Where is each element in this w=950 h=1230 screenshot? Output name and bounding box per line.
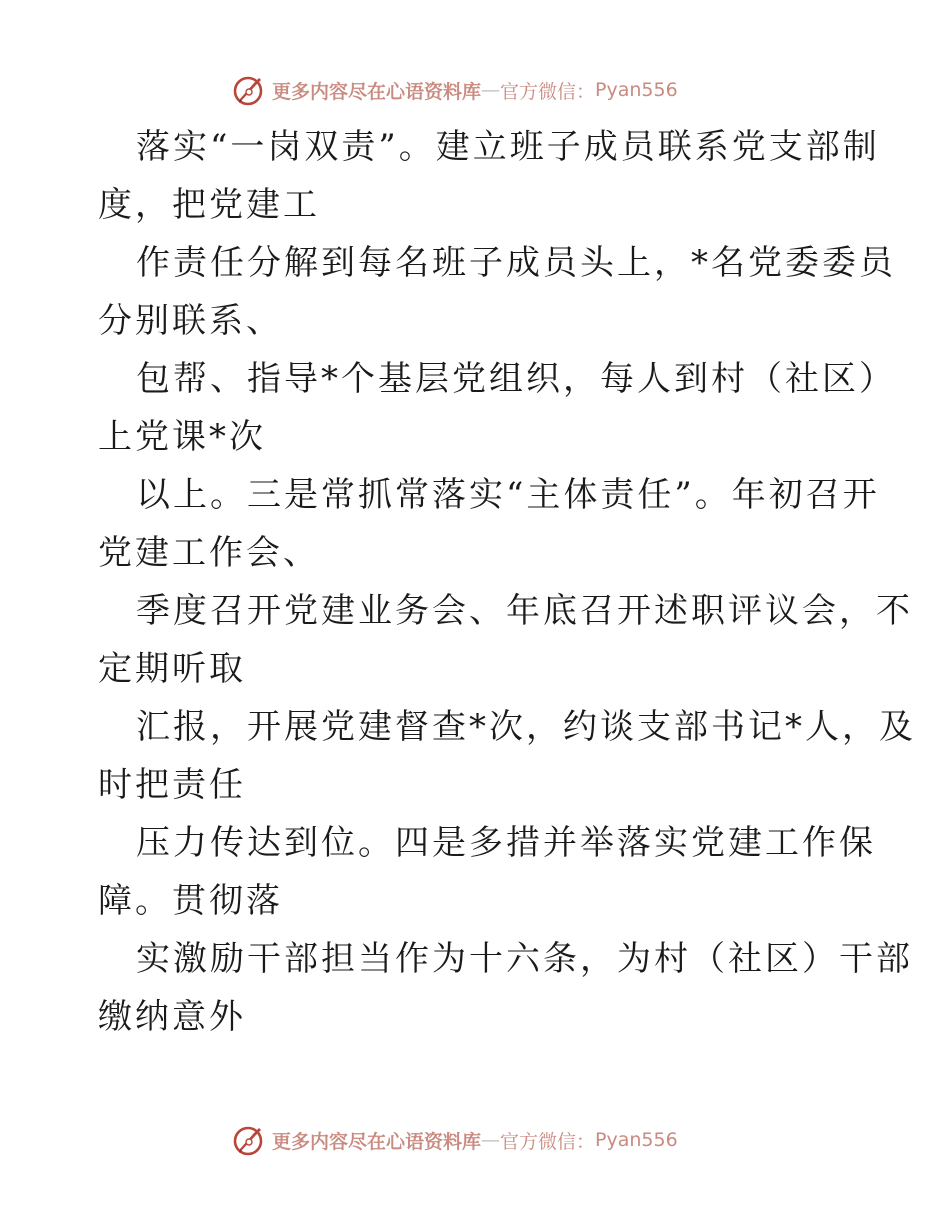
banner-wechat-label: 官方微信： — [500, 80, 596, 103]
header-banner — [232, 70, 678, 110]
banner-separator: — — [481, 79, 501, 101]
footer-banner — [232, 1120, 678, 1160]
body-line: 缴纳意外 — [98, 997, 246, 1037]
banner-wechat-label: 官方微信： — [500, 1130, 596, 1153]
body-line: 以上。三是常抓常落实“主体责任”。年初召开 — [136, 475, 880, 515]
body-line: 党建工作会、 — [98, 533, 320, 573]
body-line: 季度召开党建业务会、年底召开述职评议会，不 — [136, 591, 913, 631]
body-line: 落实“一岗双责”。建立班子成员联系党支部制 — [136, 127, 880, 167]
body-line: 上党课*次 — [98, 417, 266, 457]
brush-pen-logo-icon — [232, 73, 266, 107]
body-line: 度，把党建工 — [98, 185, 320, 225]
banner-separator: — — [481, 1129, 501, 1151]
banner-wechat-id: Pyan556 — [595, 79, 678, 101]
body-line: 时把责任 — [98, 765, 246, 805]
banner-wechat-id: Pyan556 — [595, 1129, 678, 1151]
body-line: 包帮、指导*个基层党组织，每人到村（社区） — [136, 359, 896, 399]
brush-pen-logo-icon — [232, 1123, 266, 1157]
banner-promo-text: 更多内容尽在心语资料库 — [272, 1130, 482, 1153]
document-body — [98, 118, 916, 1046]
body-line: 障。贯彻落 — [98, 881, 283, 921]
body-line: 作责任分解到每名班子成员头上，*名党委委员 — [136, 243, 896, 283]
body-line: 实激励干部担当作为十六条，为村（社区）干部 — [136, 939, 913, 979]
body-line: 汇报，开展党建督查*次，约谈支部书记*人，及 — [136, 707, 916, 747]
body-line: 压力传达到位。四是多措并举落实党建工作保 — [136, 823, 876, 863]
body-line: 定期听取 — [98, 649, 246, 689]
body-line: 分别联系、 — [98, 301, 283, 341]
banner-promo-text: 更多内容尽在心语资料库 — [272, 80, 482, 103]
